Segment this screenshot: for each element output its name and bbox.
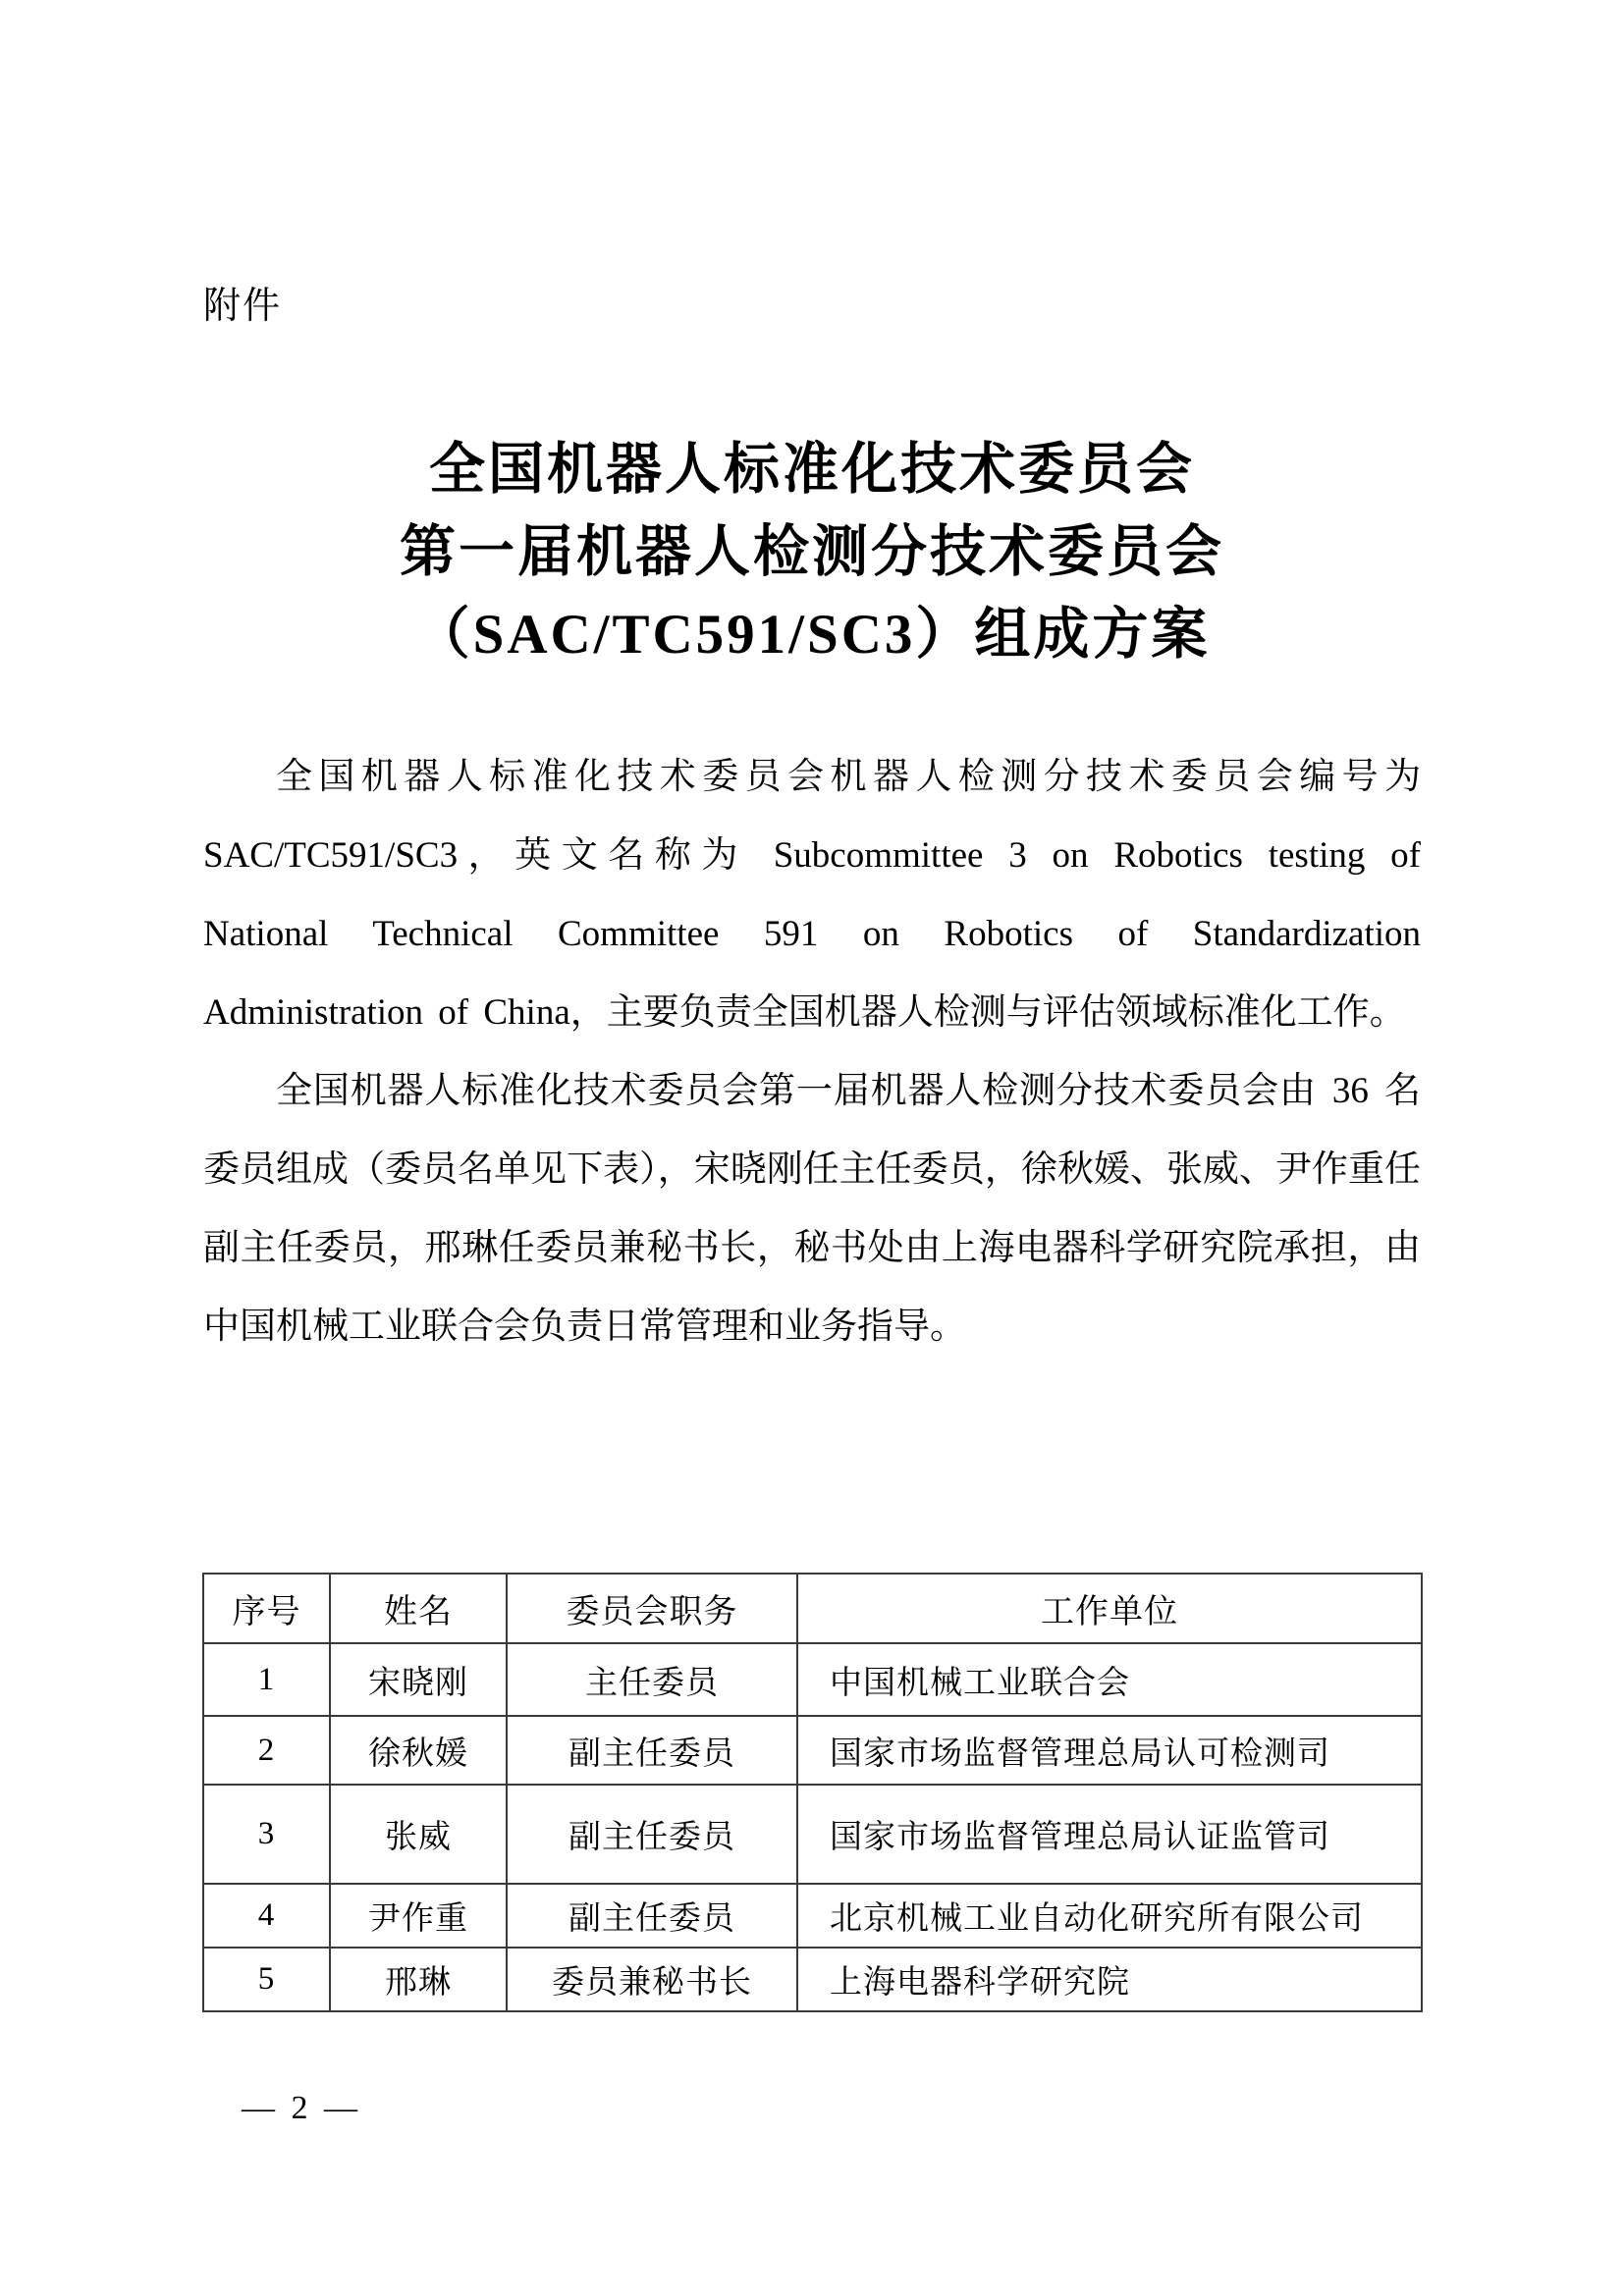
table-row: [203, 1785, 1422, 1884]
cell-name: 张威: [330, 1785, 507, 1884]
document-title: [203, 429, 1421, 676]
table-header-row: [203, 1574, 1422, 1643]
page-number: — 2 —: [242, 2090, 361, 2126]
column-header-name: 姓名: [330, 1574, 507, 1643]
table-row: [203, 1716, 1422, 1785]
cell-organization: 国家市场监督管理总局认可检测司: [797, 1716, 1422, 1785]
cell-role: 主任委员: [507, 1643, 797, 1716]
cell-name: 宋晓刚: [330, 1643, 507, 1716]
attachment-label: 附件: [203, 286, 283, 327]
paragraph-membership-summary: 全国机器人标准化技术委员会第一届机器人检测分技术委员会由 36 名委员组成（委员名单见下表），宋晓刚任主任委员，徐秋媛、张威、尹作重任副主任委员，邢琳任委员兼秘书长，秘书处由上海电器科学研究院承担，由中国机械工业联合会负责日常管理和业务指导。: [203, 1071, 1421, 1347]
column-header-role: 委员会职务: [507, 1574, 797, 1643]
cell-organization: 中国机械工业联合会: [797, 1643, 1422, 1716]
body-text-block: [203, 738, 1421, 1366]
title-line-2: 第一届机器人检测分技术委员会: [400, 521, 1224, 583]
cell-role: 委员兼秘书长: [507, 1948, 797, 2011]
cell-name: 邢琳: [330, 1948, 507, 2011]
title-line-1: 全国机器人标准化技术委员会: [429, 439, 1195, 501]
table-row: [203, 1884, 1422, 1948]
table-row: [203, 1643, 1422, 1716]
cell-role: 副主任委员: [507, 1716, 797, 1785]
cell-index: 2: [203, 1716, 330, 1785]
title-line-3: （SAC/TC591/SC3）组成方案: [413, 604, 1211, 666]
paragraph-committee-overview: 全国机器人标准化技术委员会机器人检测分技术委员会编号为 SAC/TC591/SC3，英文名称为 Subcommittee 3 on Robotics testing of National Technical Committee 591 on Robotics of Standardization Administration of China，主要负责全国机器人检测与评估领域标准化工作。: [203, 757, 1421, 1033]
cell-role: 副主任委员: [507, 1785, 797, 1884]
cell-index: 3: [203, 1785, 330, 1884]
cell-organization: 上海电器科学研究院: [797, 1948, 1422, 2011]
column-header-index: 序号: [203, 1574, 330, 1643]
cell-index: 4: [203, 1884, 330, 1948]
committee-members-table: [202, 1573, 1423, 2012]
cell-organization: 国家市场监督管理总局认证监管司: [797, 1785, 1422, 1884]
cell-name: 尹作重: [330, 1884, 507, 1948]
cell-organization: 北京机械工业自动化研究所有限公司: [797, 1884, 1422, 1948]
cell-index: 5: [203, 1948, 330, 2011]
cell-role: 副主任委员: [507, 1884, 797, 1948]
table-row: [203, 1948, 1422, 2011]
column-header-organization: 工作单位: [797, 1574, 1422, 1643]
cell-index: 1: [203, 1643, 330, 1716]
cell-name: 徐秋媛: [330, 1716, 507, 1785]
